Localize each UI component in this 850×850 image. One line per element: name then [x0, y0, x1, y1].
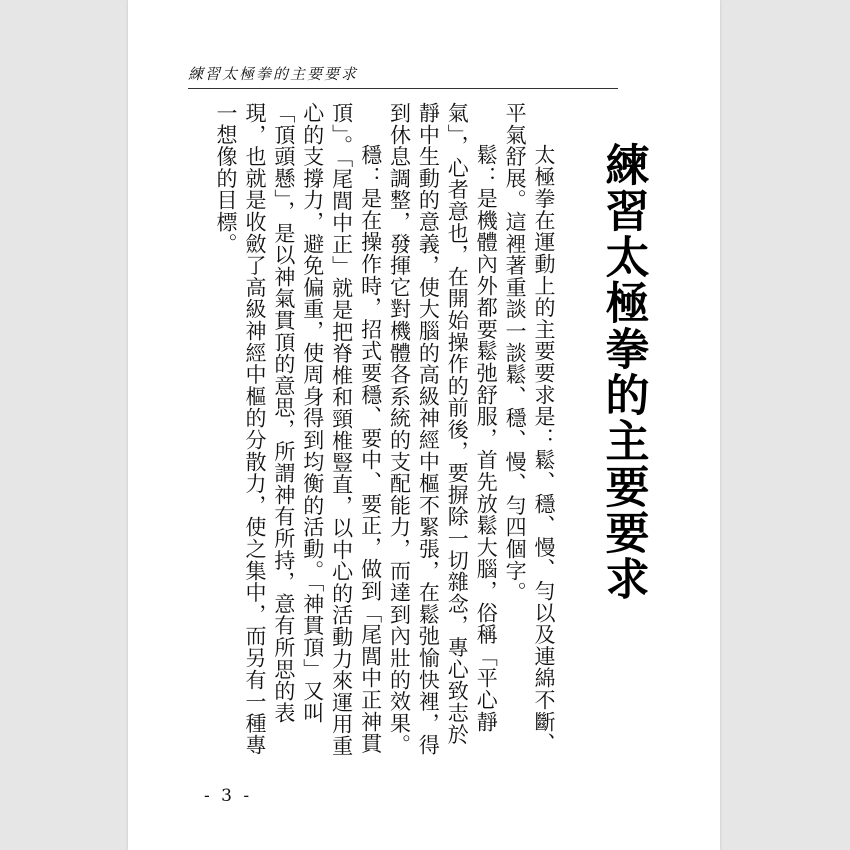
chapter-title: 練習太極拳的主要要求	[597, 142, 649, 602]
book-page	[128, 0, 720, 850]
paragraph-song: 鬆：是機體內外都要鬆弛舒服，首先放鬆大腦，俗稱「平心靜氣」，心者意也，在開始操作的前後，要摒除一切雜念，專心致志於靜中生動的意義，使大腦的高級神經中樞不緊張，在鬆弛愉快裡，得到休息調整，發揮它對機體各系統的支配能力，而達到內壯的效果。	[387, 102, 499, 756]
paragraph-intro: 太極拳在運動上的主要要求是：鬆、穩、慢、勻以及連綿不斷、平氣舒展。這裡著重談一談鬆、穩、慢、勻四個字。	[503, 102, 556, 755]
body-text	[211, 102, 558, 762]
header-rule	[188, 88, 618, 89]
paragraph-wen: 穩：是在操作時，招式要穩、要中、要正，做到「尾閭中正神貫頂」。「尾閭中正」就是把脊椎和頸椎豎直，以中心的活動力來運用重心的支撐力，避免偏重，使周身得到均衡的活動。「神貫頂」又叫「頂頭懸」，是以神氣貫頂的意思，所謂神有所持，意有所思的表現，也就是收斂了高級神經中樞的分散力，使之集中，而另有一種專一想像的目標。	[214, 102, 383, 757]
running-header: 練習太極拳的主要要求	[188, 65, 359, 83]
page-number: - 3 -	[204, 786, 253, 806]
